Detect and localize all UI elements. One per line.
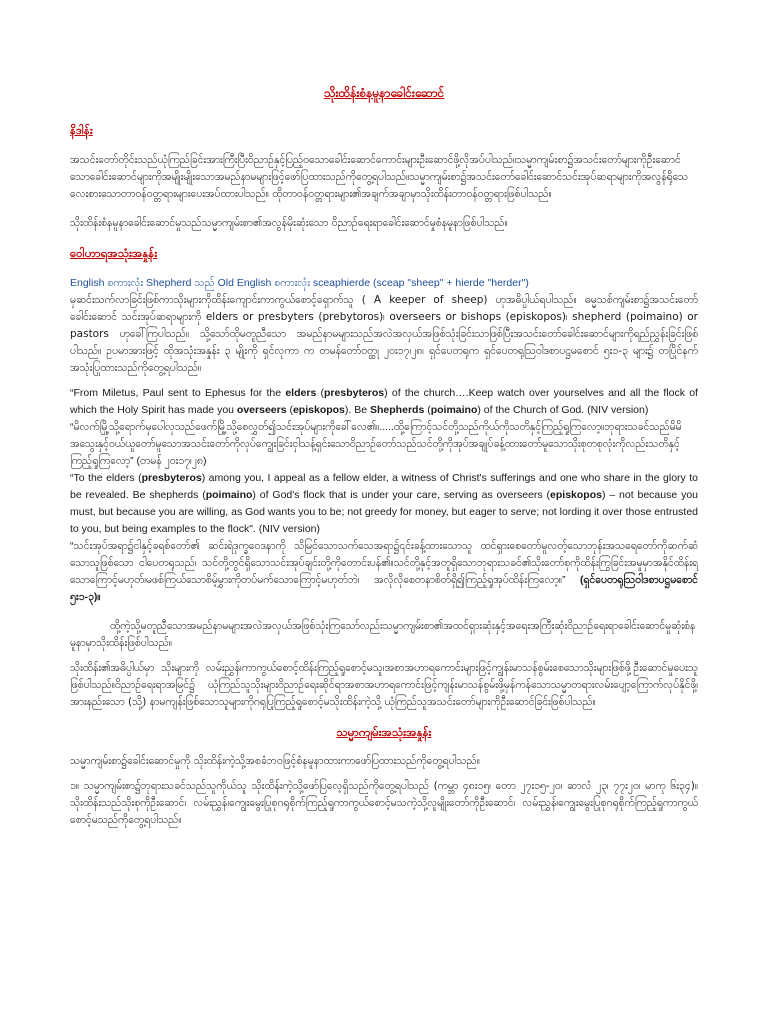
acts-en-part-2: of the church….Keep watch over yourselves and all the flock of which the Holy Spirit has made you: [70, 386, 698, 416]
peter-en-part-4: ) – not because you must, but because you are willing, as God wants you to be; not greedy for money, but eager to serve; not lording it over those entrusted to you, but being examples to the flock". (NIV version): [70, 488, 699, 535]
intro-paragraph-2: သိုးထိန်းစံနမူနာခေါင်းဆောင်မှုသည်သမ္မာကျမ်းစာ၏အလွန်မိုးဆုံးသော ဝိညာဉ်ရေးရာခေါင်းဆောင်မှုစံနမူနာဖြစ်ပါသည်။: [70, 217, 508, 230]
bible-terms-paragraph-1: သမ္မာကျမ်းစာ၌ခေါင်းဆောင်မှုကို သိုးထိန်းကဲ့သို့အစခံဘဝဖြင့်စံနမူနာထားကာဖော်ပြထားသည်ကိုတွေ့ရပါသည်။: [70, 755, 480, 768]
document-title: သိုးထိန်းစံနမူနာခေါင်းဆောင်: [323, 86, 445, 100]
etymology-text: မှဆင်းသက်လာခြင်းဖြစ်ကာသိုးများကိုထိန်းကျောင်းကာကွယ်စောင့်ရှောက်သူ ( A keeper of sheep) ဟုအဓိပ္ပါယ်ရပါသည်။ ဓမ္မသစ်ကျမ်းစာ၌အသင်းတော်ခေါင်းဆောင် သင်းအုပ်ဆရာများကို elders or presbyters (prebytoros)၊ overseers or bishops (episkopos)၊ shepherd (poimaino) or pastors ဟုခေါ်ကြပါသည်။ သို့သော်ထိုမတူညီသော အမည်နာမများသည်အလဲအလှယ်အဖြစ်သုံးခြင်းသာဖြစ်ပြီးအသင်းတော်ခေါင်းဆောင်များကိုရည်ညွှန်းခြင်းဖြစ်ပါသည်။ ဥပမာအားဖြင့် ထိုအသုံးအနှုန်း ၃ မျိုးကို ရှင်လုကာ က တမန်တော်ဝတ္ထု ၂၀း၁၇၊၂၈၊ ရှင်ပေတရုက ရှင်ပေတရုဩဝါဒစာပဋ္ဌမစောင် ၅း၁-၃ များ၌ တပြိုင်နက်အသုံးပြုထားသည်ကိုတွေ့ရပါသည်။: [70, 293, 698, 374]
intro-paragraph-1: အသင်းတော်တိုင်းသည်ယုံကြည်ခြင်းအားကြီးပြီးဝိညာဉ်နှင့်ပြည့်ဝသောခေါင်းဆောင်ကောင်းများဦးဆောင်ဖို့လိုအပ်ပါသည်။သမ္မာကျမ်းစာ၌အသင်းတော်များကိုဦးဆောင်သောခေါင်းဆောင်များကိုအမျိုးမျိုးသောအမည်နာမများဖြင့်ဖော်ပြထားသည်ကိုတွေ့ရပါသည်။သမ္မာကျမ်းစာ၌အသင်းတော်ခေါင်းဆောင်သင်းအုပ်ဆရာများကိုအလွန်ရိုသေလေးစားသောတာဝန်ဝတ္တရားများပေးအပ်ထားပါသည်။ ထိုတာဝန်ဝတ္တရားများ၏အချက်အချာမှာသိုးထိန်းတာဝန်ဝတ္တရားဖြစ်ပါသည်။: [70, 154, 689, 201]
etymology-paragraph: [70, 275, 698, 377]
after-quotes-paragraph: ထို့ကဲ့သို့မတူညီသောအမည်နာမများအလဲအလှယ်အဖြစ်သုံးကြသော်လည်းသမ္မာကျမ်းစာ၏အထင်ရှားဆုံးနှင့်အရေးအကြီးဆုံးဝိညာဉ်ရေးရာခေါင်းဆောင်မှုဆုံးစံနမူနာမှာသိုးထိန်းဖြစ်ပါသည်။: [70, 619, 696, 649]
acts-en-part-1: “From Miletus, Paul sent to Ephesus for the: [70, 386, 286, 399]
intro-heading: နိဒါန်း: [70, 123, 93, 138]
document-page: [70, 84, 698, 841]
peter-en-poimaino: poimaino: [205, 488, 253, 501]
acts-en-shepherds: Shepherds: [370, 403, 425, 416]
peter-en-part-2: ) among you, I appeal as a fellow elder, a witness of Christ's sufferings and one who share in the glory to be revealed. Be shepherds (: [70, 471, 698, 501]
acts-en-presbyteros: presbyteros: [324, 386, 385, 399]
bible-terms-heading: သမ္မာကျမ်းအသုံးအနှုန်း: [336, 724, 432, 739]
peter-en-episkopos: episkopos: [550, 488, 602, 501]
acts-en-poimaino: poimaino: [430, 403, 478, 416]
acts-en-episkopos: episkopos: [292, 403, 345, 416]
acts-quote-myanmar: “မိလက်မြို့သို့ရောက်မှပေါလုသည်ဖေက်မြို့သို့စေလွှတ်၍သင်းအုပ်များကိုခေါ်လေ၏။.....ထို့ကြောင့်သင်တို့သည်ကိုယ်ကိုသတိနှင့်ကြည့်ရှုကြလော့။ဘုရားသခင်သည်မိမိအသွေးနှင့်ဝယ်ယူတော်မူသောအသင်းတော်ကိုလုပ်ကျွေးခြင်းငှါသန့်ရှင်းသောဝိညာဉ်တော်သည်သင်တို့ကိုအုပ်အချုပ်ခန့်ထားတော်မူသောသိုးစုတစုလုံးကိုလည်းသတိနှင့် ကြည့်ရှုကြလော့” (တမန် ၂၀း၁၇၊၂၈): [70, 420, 682, 467]
acts-quote-english: “From Miletus, Paul sent to Ephesus for the elders (presbyteros) of the church….Keep watch over yourselves and all the flock of which the Holy Spirit has made you overseers (episkopos). Be Shepherds (poimaino) of the Church of God. (NIV version) “မိလက်မြို့သို့ရောက်မှပေါလုသည်ဖေက်မြို့သို့စေလွှတ်၍သင်းအုပ်များကိုခေါ်လေ၏။.....ထို့ကြောင့်သင်တို့သည်ကိုယ်ကိုသတိနှင့်ကြည့်ရှုကြလော့။ဘုရားသခင်သည်မိမိအသွေးနှင့်ဝယ်ယူတော်မူသောအသင်းတော်ကိုလုပ်ကျွေးခြင်းငှါသန့်ရှင်းသောဝိညာဉ်တော်သည်သင်တို့ကိုအုပ်အချုပ်ခန့်ထားတော်မူသောသိုးစုတစုလုံးကိုလည်းသတိနှင့် ကြည့်ရှုကြလော့” (တမန် ၂၀း၁၇၊၂၈) “To the elders (presbyteros) among you, I appeal as a fellow elder, a witness of Christ's sufferings and one who share in the glory to be revealed. Be shepherds (poimaino) of God's flock that is under your care, serving as overseers (episkopos) – not because you must, but because you are willing, as God wants you to be; not greedy for money, but eager to serve; not lording it over those entrusted to you, but being examples to the flock". (NIV version) “သင်းအုပ်အရာ၌ငါနှင့်ခရစ်တော်၏ ဆင်းရဲဒုက္ခဝေဒနာကို သိမြင်သောသက်သေအရာ၌၎င်းခန့်ထားသောသူ ထင်ရှားစေတော်မူလတ့်သောဘုန်းအသရေတော်ကိုဆက်ဆံသောသူဖြစ်သော ငါပေတရုသည်၊ သင်တို့တွင်ရှိသောသင်းအုပ်ချင်းတို့ကိုတောင်းပန်၏။သင်တို့နှင့်အတူရှိသောဘုရားသခင်၏သိုးတော်စုကိုထိန်းကြွခြင်းအမှုမှာအနိုင်ထိန်းရသောကြောင့်မဟုတ်၊မဖစ်ကြယ်သောစိမ့်မွှားကိုတပ်မက်သောကြောင့်မဟုတ်ဘဲ၊ အလိုလိုစေတနာစိတ်ရှိ၍ကြည့်ရှုအုပ်ထိန်းကြလော့။” (ရှင်ပေတရုဩဝါဒစာပဋ္ဌမစောင် ၅း၁-၃)။: [70, 386, 699, 603]
etymology-english-line: English စကားလုံး Shepherd သည် Old English စကားလုံး sceaphierde (sceap "sheep" + hierde "herder"): [70, 276, 529, 289]
bible-terms-paragraph-2: ၁။ သမ္မာကျမ်းစာ၌ဘုရားသခင်သည်သူကိုယ်သူ သိုးထိန်းကဲ့သို့ဖော်ပြလေ့ရှိသည်ကိုတွေ့ရပါသည် (ကမ္ဘာ ၄၈း၁၅၊ တော ၂၇း၁၅-၂၀၊ ဆာလံ ၂၃၊ ၇၇း၂၀၊ မာကု ၆း၃၄)။ သိုးထိန်းသည်သိုးစုကိုဦးဆောင်၊ လမ်းညွှန်၊ကျွေးမွေးပြုစုဂရုစိုက်ကြည့်ရှုကာကွယ်စောင့်မသကဲ့သို့လူမျိုးတော်ကိုဦးဆောင်၊ လမ်းညွှန်၊ကျွေးမွေးပြုစုဂရုစိုက်ကြည့်ရှုကာကွယ်စောင့်မသည်ကိုတွေ့ရပါသည်။: [70, 780, 698, 827]
acts-en-part-3: . Be: [348, 403, 371, 416]
peter-quote-myanmar: “သင်းအုပ်အရာ၌ငါနှင့်ခရစ်တော်၏ ဆင်းရဲဒုက္ခဝေဒနာကို သိမြင်သောသက်သေအရာ၌၎င်းခန့်ထားသောသူ ထင်ရှားစေတော်မူလတ့်သောဘုန်းအသရေတော်ကိုဆက်ဆံသောသူဖြစ်သော ငါပေတရုသည်၊ သင်တို့တွင်ရှိသောသင်းအုပ်ချင်းတို့ကိုတောင်းပန်၏။သင်တို့နှင့်အတူရှိသောဘုရားသခင်၏သိုးတော်စုကိုထိန်းကြွခြင်းအမှုမှာအနိုင်ထိန်းရသောကြောင့်မဟုတ်၊မဖစ်ကြယ်သောစိမ့်မွှားကိုတပ်မက်သောကြောင့်မဟုတ်ဘဲ၊ အလိုလိုစေတနာစိတ်ရှိ၍ကြည့်ရှုအုပ်ထိန်းကြလော့။”: [70, 539, 698, 586]
acts-en-part-4: of the Church of God. (NIV version): [480, 403, 649, 416]
shepherd-meaning-paragraph: သိုးထိန်း၏အဓိပ္ပါယ်မှာ သိုးများကို လမ်းညွှန်၊ကာကွယ်စောင့်ထိန်းကြည့်ရှုစောင့်မသူ၊အစာအဟာရကောင်းများဖြင့်ကျွန်းမာသန်စွမ်းစေသောသိုးများဖြစ်ဖို့ဦးဆောင်မှုပေးသူဖြစ်ပါသည်။ဝိညာဉ်ရေးရာအမြင်၌ ယုံကြည်သူသိုးများဝိညာဉ်ရေးဆိုင်ရာအစာအဟာရကောင်းဖြင့်ကျန်းမာသန်စွမ်းဖို့မှန်ကန်သောသမ္မာတရားလမ်းပျော့ကြောက်လုပ်နိုင်ဖို့၊ အားနည်းသော (သို့) နာမကျန်းဖြစ်သောသူများကိုဂရုပြုကြည့်ရှုစောင့်မသိုးထိန်းကဲ့သို့ ယုံကြည်သူအသင်းတော်များကိုဦးဆောင်ခြင်းဖြစ်ပါသည်။: [70, 661, 698, 708]
peter-en-part-3: ) of God's flock that is under your care, serving as overseers (: [252, 488, 551, 501]
acts-en-elders: elders: [285, 386, 317, 399]
acts-en-overseers: overseers: [236, 403, 287, 416]
peter-en-presbyteros: presbyteros: [141, 471, 202, 484]
etymology-heading: ဝေါဟာရအသုံးအနှုန်း: [70, 246, 158, 261]
peter-quote-reference: (ရှင်ပေတရုဩဝါဒစာပဋ္ဌမစောင် ၅း၁-၃)။: [70, 573, 698, 603]
peter-en-part-1: “To the elders (: [70, 471, 142, 484]
